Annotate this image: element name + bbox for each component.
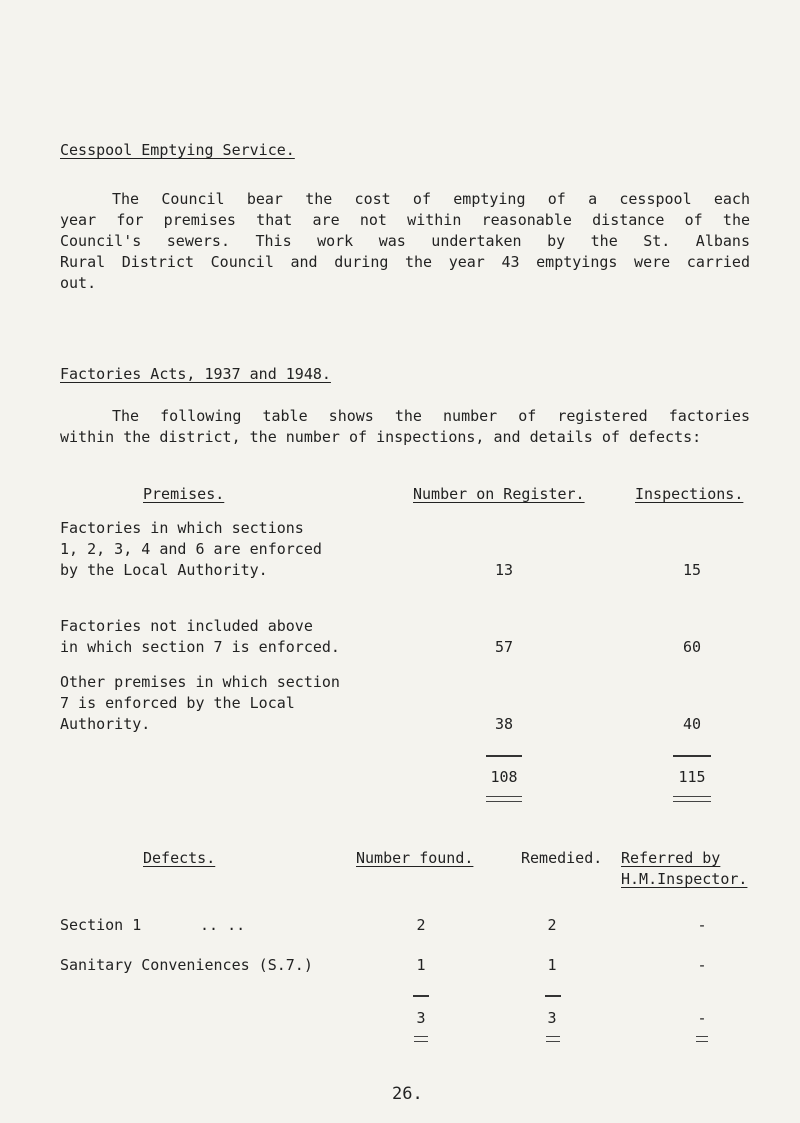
factories-paragraph (60, 406, 750, 448)
defects-total-remedied: 3 (547, 1009, 557, 1027)
inspections-total: 115 (678, 768, 706, 786)
defects-row-1-remedied: 2 (547, 916, 557, 934)
cesspool-line-3: Council's sewers. This work was undertaken by the St. Albans (60, 232, 750, 250)
register-row-3: 38 (494, 715, 514, 733)
register-total: 108 (490, 768, 518, 786)
inspections-row-3: 40 (682, 715, 702, 733)
found-total-rule (413, 995, 429, 997)
register-total-rule (486, 755, 522, 757)
cesspool-line-4: Rural District Council and during the year 43 emptyings were carried (60, 253, 750, 271)
page-number: 26. (392, 1084, 423, 1104)
premises-row-2-line-2: in which section 7 is enforced. (60, 638, 340, 656)
referred-total-double-rule (696, 1036, 708, 1042)
factories-line-1: The following table shows the number of registered factories (112, 407, 750, 425)
inspections-total-double-rule (673, 796, 711, 802)
defects-total-referred: - (697, 1009, 707, 1027)
factories-line-2: within the district, the number of inspections, and details of defects: (60, 428, 702, 446)
header-premises: Premises. (143, 485, 225, 503)
header-number-found: Number found. (356, 849, 474, 867)
register-row-2: 57 (494, 638, 514, 656)
header-remedied: Remedied. (521, 849, 603, 867)
header-number-on-register: Number on Register. (413, 485, 585, 503)
header-referred-by: Referred by (621, 849, 721, 867)
inspections-row-1: 15 (682, 561, 702, 579)
premises-row-3-line-3: Authority. (60, 715, 151, 733)
cesspool-line-1: The Council bear the cost of emptying of a cesspool each (112, 190, 750, 208)
cesspool-paragraph (60, 189, 750, 294)
premises-row-3-line-1: Other premises in which section (60, 673, 340, 691)
remedied-total-rule (545, 995, 561, 997)
factories-heading: Factories Acts, 1937 and 1948. (60, 365, 331, 383)
remedied-total-double-rule (546, 1036, 560, 1042)
premises-row-2-line-1: Factories not included above (60, 617, 313, 635)
register-row-1: 13 (494, 561, 514, 579)
premises-row-1-line-1: Factories in which sections (60, 519, 304, 537)
premises-row-3-line-2: 7 is enforced by the Local (60, 694, 295, 712)
header-hm-inspector: H.M.Inspector. (621, 870, 748, 888)
found-total-double-rule (414, 1036, 428, 1042)
inspections-row-2: 60 (682, 638, 702, 656)
premises-row-1-line-2: 1, 2, 3, 4 and 6 are enforced (60, 540, 322, 558)
cesspool-heading: Cesspool Emptying Service. (60, 141, 295, 159)
defects-row-2-found: 1 (416, 956, 426, 974)
defects-row-1-referred: - (697, 916, 707, 934)
defects-row-2-referred: - (697, 956, 707, 974)
header-inspections: Inspections. (635, 485, 744, 503)
defects-row-1-leader-dots: .. .. (200, 916, 246, 934)
inspections-total-rule (673, 755, 711, 757)
defects-row-2-label: Sanitary Conveniences (S.7.) (60, 956, 313, 974)
header-defects: Defects. (143, 849, 216, 867)
defects-row-1-label: Section 1 (60, 916, 142, 934)
defects-row-1-found: 2 (416, 916, 426, 934)
cesspool-line-2: year for premises that are not within reasonable distance of the (60, 211, 750, 229)
defects-row-2-remedied: 1 (547, 956, 557, 974)
register-total-double-rule (486, 796, 522, 802)
cesspool-line-5: out. (60, 274, 97, 292)
premises-row-1-line-3: by the Local Authority. (60, 561, 268, 579)
defects-total-found: 3 (416, 1009, 426, 1027)
